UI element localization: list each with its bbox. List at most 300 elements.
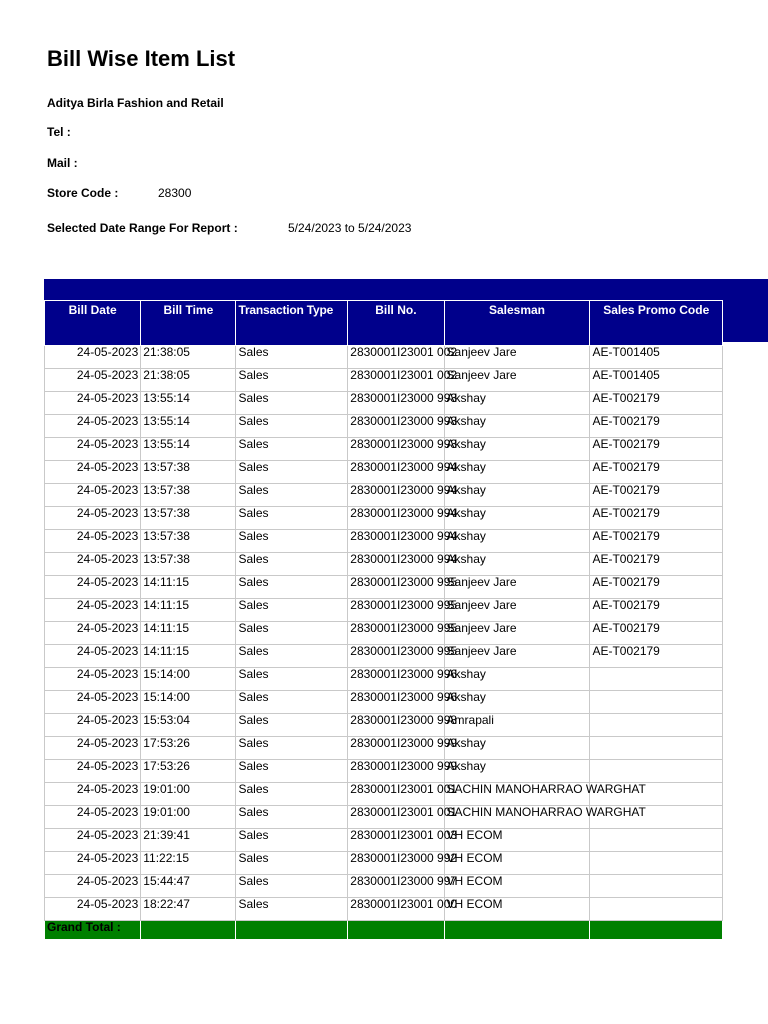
transaction-type-cell bbox=[236, 645, 348, 668]
sales-promo-code-cell bbox=[590, 461, 723, 484]
bill-date-cell bbox=[45, 507, 141, 530]
bill-date-cell bbox=[45, 392, 141, 415]
bill-no-cell-text: 2830001I23000 995 bbox=[350, 644, 458, 658]
sales-promo-code-cell bbox=[590, 852, 723, 875]
sales-promo-code-cell bbox=[590, 898, 723, 921]
bill-no-cell-text: 2830001I23000 995 bbox=[350, 598, 458, 612]
bill-time-cell-text: 13:57:38 bbox=[143, 552, 190, 566]
bill-no-cell bbox=[348, 621, 458, 645]
bill-no-cell-text: 2830001I23001 000 bbox=[350, 897, 458, 911]
salesman-cell-text: Akshay bbox=[446, 690, 486, 704]
bill-no-cell bbox=[348, 575, 458, 599]
table-row bbox=[45, 783, 723, 806]
col-header-salesman: Salesman bbox=[444, 301, 590, 346]
bill-no-cell-text: 2830001I23000 994 bbox=[350, 529, 458, 543]
table-row bbox=[45, 415, 723, 438]
bill-no-cell-text: 2830001I23000 994 bbox=[350, 552, 458, 566]
sales-promo-code-cell-text: AE-T001405 bbox=[592, 345, 660, 359]
salesman-cell-text: SACHIN MANOHARRAO WARGHAT bbox=[446, 782, 646, 796]
salesman-cell bbox=[444, 507, 590, 530]
store-code-value: 28300 bbox=[158, 186, 192, 200]
table-row bbox=[45, 875, 723, 898]
bill-date-cell bbox=[45, 737, 141, 760]
bill-date-cell-text: 24-05-2023 bbox=[76, 805, 139, 819]
bill-no-cell bbox=[348, 828, 458, 852]
salesman-cell-text: Akshay bbox=[446, 437, 486, 451]
sales-promo-code-cell bbox=[590, 484, 723, 507]
bill-time-cell bbox=[141, 714, 236, 737]
salesman-cell-text: Akshay bbox=[446, 529, 486, 543]
transaction-type-cell-text: Sales bbox=[238, 736, 269, 750]
bill-no-cell-text: 2830001I23000 994 bbox=[350, 460, 458, 474]
bill-time-cell-text: 15:53:04 bbox=[143, 713, 190, 727]
transaction-type-cell-text: Sales bbox=[238, 552, 269, 566]
salesman-cell bbox=[444, 622, 590, 645]
transaction-type-cell bbox=[236, 576, 348, 599]
bill-date-cell-text: 24-05-2023 bbox=[76, 667, 139, 681]
bill-time-cell bbox=[141, 760, 236, 783]
salesman-cell bbox=[444, 852, 590, 875]
salesman-cell-text: Akshay bbox=[446, 552, 486, 566]
sales-promo-code-cell-text: AE-T002179 bbox=[592, 529, 660, 543]
bill-date-cell bbox=[45, 576, 141, 599]
bill-date-cell-text: 24-05-2023 bbox=[76, 713, 139, 727]
bill-no-cell-text: 2830001I23001 001 bbox=[350, 782, 458, 796]
table-row bbox=[45, 668, 723, 691]
salesman-cell-text: Akshay bbox=[446, 460, 486, 474]
bill-time-cell bbox=[141, 346, 236, 369]
salesman-cell bbox=[444, 782, 646, 806]
table-row bbox=[45, 576, 723, 599]
transaction-type-cell-text: Sales bbox=[238, 621, 269, 635]
salesman-cell-text: SACHIN MANOHARRAO WARGHAT bbox=[446, 805, 646, 819]
bill-date-cell-text: 24-05-2023 bbox=[76, 897, 139, 911]
bill-time-cell-text: 19:01:00 bbox=[143, 782, 190, 796]
transaction-type-cell-text: Sales bbox=[238, 782, 269, 796]
bill-date-cell bbox=[45, 875, 141, 898]
sales-promo-code-cell-text: AE-T002179 bbox=[592, 575, 660, 589]
bill-time-cell-text: 15:44:47 bbox=[143, 874, 190, 888]
bill-time-cell-text: 18:22:47 bbox=[143, 897, 190, 911]
bill-date-cell bbox=[45, 553, 141, 576]
bill-time-cell bbox=[141, 783, 236, 806]
store-code-label: Store Code : bbox=[47, 186, 119, 200]
transaction-type-cell-text: Sales bbox=[238, 437, 269, 451]
table-row bbox=[45, 691, 723, 714]
bill-date-cell-text: 24-05-2023 bbox=[76, 552, 139, 566]
bill-date-cell bbox=[45, 530, 141, 553]
bill-no-cell bbox=[348, 713, 458, 737]
bill-date-cell-text: 24-05-2023 bbox=[76, 874, 139, 888]
bill-no-cell bbox=[348, 437, 458, 461]
sales-promo-code-cell bbox=[590, 553, 723, 576]
bill-date-cell bbox=[45, 484, 141, 507]
bill-date-cell-text: 24-05-2023 bbox=[76, 391, 139, 405]
bill-date-cell bbox=[45, 668, 141, 691]
sales-promo-code-cell-text bbox=[592, 829, 720, 850]
sales-promo-code-cell bbox=[590, 369, 723, 392]
transaction-type-cell bbox=[236, 530, 348, 553]
transaction-type-cell-text: Sales bbox=[238, 690, 269, 704]
col-header-transaction-type: Transaction Type bbox=[236, 301, 348, 346]
bill-no-cell bbox=[348, 805, 458, 829]
table-row bbox=[45, 806, 723, 829]
bill-time-cell bbox=[141, 737, 236, 760]
transaction-type-cell bbox=[236, 783, 348, 806]
bill-date-cell-text: 24-05-2023 bbox=[76, 759, 139, 773]
salesman-cell-text: Amrapali bbox=[446, 713, 494, 727]
salesman-cell bbox=[444, 691, 590, 714]
transaction-type-cell bbox=[236, 599, 348, 622]
transaction-type-cell bbox=[236, 898, 348, 921]
bill-time-cell-text: 15:14:00 bbox=[143, 667, 190, 681]
sales-promo-code-cell-text: AE-T002179 bbox=[592, 552, 660, 566]
sales-promo-code-cell-text bbox=[592, 898, 720, 919]
sales-promo-code-cell-text bbox=[592, 760, 720, 781]
salesman-cell-text: Akshay bbox=[446, 667, 486, 681]
sales-promo-code-cell bbox=[590, 875, 723, 898]
bill-time-cell-text: 13:55:14 bbox=[143, 391, 190, 405]
grand-total-cell bbox=[141, 921, 236, 940]
bill-no-cell bbox=[348, 874, 458, 898]
grand-total-label: Grand Total : bbox=[45, 921, 141, 940]
salesman-cell-text: VH ECOM bbox=[446, 874, 503, 888]
bill-time-cell-text: 21:38:05 bbox=[143, 345, 190, 359]
bill-time-cell bbox=[141, 806, 236, 829]
table-row bbox=[45, 852, 723, 875]
bill-time-cell bbox=[141, 576, 236, 599]
salesman-cell bbox=[444, 668, 590, 691]
bill-no-cell-text: 2830001I23000 996 bbox=[350, 690, 458, 704]
bill-date-cell bbox=[45, 438, 141, 461]
salesman-cell-text: Sanjeev Jare bbox=[446, 368, 517, 382]
salesman-cell bbox=[444, 346, 590, 369]
grand-total-cell bbox=[590, 921, 723, 940]
grand-total-cell bbox=[236, 921, 348, 940]
bill-time-cell-text: 13:55:14 bbox=[143, 437, 190, 451]
transaction-type-cell-text: Sales bbox=[238, 575, 269, 589]
salesman-cell-text: VH ECOM bbox=[446, 897, 503, 911]
bill-date-cell-text: 24-05-2023 bbox=[76, 529, 139, 543]
table-header-band bbox=[44, 279, 768, 300]
bill-date-cell-text: 24-05-2023 bbox=[76, 782, 139, 796]
bill-no-cell bbox=[348, 736, 458, 760]
bill-time-cell bbox=[141, 415, 236, 438]
table-row bbox=[45, 760, 723, 783]
date-range-value: 5/24/2023 to 5/24/2023 bbox=[288, 221, 412, 235]
bill-no-cell bbox=[348, 851, 458, 875]
salesman-cell bbox=[444, 898, 590, 921]
bill-time-cell-text: 14:11:15 bbox=[143, 644, 190, 658]
transaction-type-cell-text: Sales bbox=[238, 483, 269, 497]
transaction-type-cell bbox=[236, 392, 348, 415]
transaction-type-cell bbox=[236, 691, 348, 714]
bill-no-cell-text: 2830001I23001 002 bbox=[350, 368, 458, 382]
bill-date-cell-text: 24-05-2023 bbox=[76, 345, 139, 359]
table-row bbox=[45, 829, 723, 852]
bill-no-cell-text: 2830001I23000 993 bbox=[350, 391, 458, 405]
bill-date-cell bbox=[45, 783, 141, 806]
bill-no-cell-text: 2830001I23000 995 bbox=[350, 575, 458, 589]
bill-time-cell-text: 15:14:00 bbox=[143, 690, 190, 704]
bill-time-cell bbox=[141, 875, 236, 898]
sales-promo-code-cell bbox=[590, 668, 723, 691]
date-range-label: Selected Date Range For Report : bbox=[47, 221, 238, 235]
bill-no-cell-text: 2830001I23001 003 bbox=[350, 828, 458, 842]
sales-promo-code-cell bbox=[590, 576, 723, 599]
salesman-cell-text: Akshay bbox=[446, 414, 486, 428]
transaction-type-cell bbox=[236, 553, 348, 576]
sales-promo-code-cell bbox=[590, 737, 723, 760]
table-row bbox=[45, 461, 723, 484]
col-header-bill-date: Bill Date bbox=[45, 301, 141, 346]
bill-time-cell bbox=[141, 507, 236, 530]
bill-date-cell-text: 24-05-2023 bbox=[76, 598, 139, 612]
bill-date-cell-text: 24-05-2023 bbox=[76, 575, 139, 589]
bill-time-cell-text: 17:53:26 bbox=[143, 736, 190, 750]
salesman-cell bbox=[444, 576, 590, 599]
bill-date-cell-text: 24-05-2023 bbox=[76, 828, 139, 842]
bill-date-cell-text: 24-05-2023 bbox=[76, 368, 139, 382]
table-row bbox=[45, 737, 723, 760]
bill-time-cell bbox=[141, 438, 236, 461]
bill-no-cell-text: 2830001I23000 999 bbox=[350, 736, 458, 750]
sales-promo-code-cell bbox=[590, 714, 723, 737]
transaction-type-cell bbox=[236, 461, 348, 484]
sales-promo-code-cell bbox=[590, 346, 723, 369]
company-name: Aditya Birla Fashion and Retail bbox=[47, 96, 224, 110]
grand-total-cell bbox=[444, 921, 590, 940]
salesman-cell bbox=[444, 461, 590, 484]
table-row bbox=[45, 369, 723, 392]
bill-date-cell bbox=[45, 461, 141, 484]
salesman-cell bbox=[444, 438, 590, 461]
bill-time-cell-text: 13:57:38 bbox=[143, 460, 190, 474]
salesman-cell bbox=[444, 553, 590, 576]
salesman-cell bbox=[444, 645, 590, 668]
bill-no-cell bbox=[348, 345, 458, 369]
salesman-cell-text: Sanjeev Jare bbox=[446, 345, 517, 359]
col-header-bill-time: Bill Time bbox=[141, 301, 236, 346]
transaction-type-cell-text: Sales bbox=[238, 874, 269, 888]
bill-date-cell-text: 24-05-2023 bbox=[76, 851, 139, 865]
salesman-cell bbox=[444, 484, 590, 507]
bill-time-cell-text: 14:11:15 bbox=[143, 621, 190, 635]
salesman-cell bbox=[444, 805, 646, 829]
bill-no-cell-text: 2830001I23000 994 bbox=[350, 483, 458, 497]
sales-promo-code-cell bbox=[590, 599, 723, 622]
salesman-cell-text: Sanjeev Jare bbox=[446, 575, 517, 589]
bill-no-cell bbox=[348, 483, 458, 507]
transaction-type-cell-text: Sales bbox=[238, 414, 269, 428]
table-row bbox=[45, 484, 723, 507]
bill-date-cell-text: 24-05-2023 bbox=[76, 414, 139, 428]
bill-time-cell-text: 19:01:00 bbox=[143, 805, 190, 819]
bill-no-cell bbox=[348, 552, 458, 576]
transaction-type-cell bbox=[236, 438, 348, 461]
bill-table bbox=[44, 300, 723, 940]
bill-no-cell bbox=[348, 598, 458, 622]
table-row bbox=[45, 622, 723, 645]
transaction-type-cell bbox=[236, 346, 348, 369]
bill-date-cell bbox=[45, 346, 141, 369]
table-row bbox=[45, 530, 723, 553]
bill-date-cell bbox=[45, 691, 141, 714]
salesman-cell-text: Akshay bbox=[446, 483, 486, 497]
bill-no-cell-text: 2830001I23001 002 bbox=[350, 345, 458, 359]
salesman-cell bbox=[444, 760, 590, 783]
sales-promo-code-cell bbox=[590, 415, 723, 438]
transaction-type-cell bbox=[236, 806, 348, 829]
transaction-type-cell-text: Sales bbox=[238, 460, 269, 474]
bill-no-cell bbox=[348, 690, 458, 714]
bill-date-cell bbox=[45, 806, 141, 829]
bill-time-cell-text: 13:57:38 bbox=[143, 529, 190, 543]
bill-time-cell-text: 21:38:05 bbox=[143, 368, 190, 382]
bill-no-cell-text: 2830001I23000 995 bbox=[350, 621, 458, 635]
transaction-type-cell-text: Sales bbox=[238, 713, 269, 727]
transaction-type-cell bbox=[236, 852, 348, 875]
bill-no-cell bbox=[348, 897, 458, 921]
bill-no-cell-text: 2830001I23000 999 bbox=[350, 759, 458, 773]
grand-total-cell bbox=[348, 921, 444, 940]
bill-time-cell bbox=[141, 484, 236, 507]
sales-promo-code-cell-text bbox=[592, 714, 720, 735]
transaction-type-cell-text: Sales bbox=[238, 598, 269, 612]
bill-no-cell bbox=[348, 759, 458, 783]
salesman-cell bbox=[444, 829, 590, 852]
bill-no-cell bbox=[348, 391, 458, 415]
bill-no-cell bbox=[348, 460, 458, 484]
sales-promo-code-cell-text: AE-T002179 bbox=[592, 644, 660, 658]
bill-date-cell-text: 24-05-2023 bbox=[76, 736, 139, 750]
transaction-type-cell-text: Sales bbox=[238, 644, 269, 658]
bill-no-cell bbox=[348, 529, 458, 553]
bill-no-cell-text: 2830001I23001 001 bbox=[350, 805, 458, 819]
salesman-cell-text: Akshay bbox=[446, 506, 486, 520]
sales-promo-code-cell bbox=[590, 691, 723, 714]
sales-promo-code-cell-text: AE-T002179 bbox=[592, 414, 660, 428]
col-header-bill-no: Bill No. bbox=[348, 301, 444, 346]
sales-promo-code-cell bbox=[590, 760, 723, 783]
col-header-sales-promo-code: Sales Promo Code bbox=[590, 301, 723, 346]
salesman-cell-text: VH ECOM bbox=[446, 851, 503, 865]
bill-date-cell-text: 24-05-2023 bbox=[76, 437, 139, 451]
table-row bbox=[45, 898, 723, 921]
bill-date-cell-text: 24-05-2023 bbox=[76, 506, 139, 520]
salesman-cell bbox=[444, 599, 590, 622]
bill-date-cell-text: 24-05-2023 bbox=[76, 460, 139, 474]
bill-date-cell bbox=[45, 645, 141, 668]
transaction-type-cell bbox=[236, 507, 348, 530]
salesman-cell bbox=[444, 415, 590, 438]
transaction-type-cell-text: Sales bbox=[238, 828, 269, 842]
transaction-type-cell bbox=[236, 369, 348, 392]
bill-no-cell bbox=[348, 368, 458, 392]
sales-promo-code-cell-text bbox=[592, 668, 720, 689]
transaction-type-cell bbox=[236, 875, 348, 898]
transaction-type-cell bbox=[236, 737, 348, 760]
salesman-cell bbox=[444, 392, 590, 415]
sales-promo-code-cell-text bbox=[592, 875, 720, 896]
sales-promo-code-cell-text: AE-T002179 bbox=[592, 506, 660, 520]
bill-time-cell bbox=[141, 530, 236, 553]
bill-date-cell bbox=[45, 369, 141, 392]
transaction-type-cell-text: Sales bbox=[238, 759, 269, 773]
transaction-type-cell bbox=[236, 668, 348, 691]
bill-time-cell-text: 13:55:14 bbox=[143, 414, 190, 428]
bill-time-cell bbox=[141, 852, 236, 875]
table-row bbox=[45, 346, 723, 369]
bill-time-cell bbox=[141, 668, 236, 691]
sales-promo-code-cell-text bbox=[592, 737, 720, 758]
sales-promo-code-cell-text: AE-T001405 bbox=[592, 368, 660, 382]
bill-date-cell bbox=[45, 714, 141, 737]
bill-time-cell-text: 21:39:41 bbox=[143, 828, 190, 842]
bill-time-cell bbox=[141, 622, 236, 645]
bill-date-cell bbox=[45, 760, 141, 783]
bill-time-cell bbox=[141, 829, 236, 852]
sales-promo-code-cell bbox=[590, 829, 723, 852]
salesman-cell-text: VH ECOM bbox=[446, 828, 503, 842]
bill-date-cell bbox=[45, 829, 141, 852]
bill-time-cell-text: 17:53:26 bbox=[143, 759, 190, 773]
salesman-cell bbox=[444, 737, 590, 760]
sales-promo-code-cell bbox=[590, 438, 723, 461]
bill-no-cell-text: 2830001I23000 998 bbox=[350, 713, 458, 727]
table-row bbox=[45, 645, 723, 668]
bill-no-cell-text: 2830001I23000 993 bbox=[350, 414, 458, 428]
salesman-cell-text: Sanjeev Jare bbox=[446, 621, 517, 635]
mail-label: Mail : bbox=[47, 156, 78, 170]
bill-no-cell-text: 2830001I23000 997 bbox=[350, 874, 458, 888]
transaction-type-cell-text: Sales bbox=[238, 368, 269, 382]
salesman-cell-text: Akshay bbox=[446, 391, 486, 405]
bill-date-cell bbox=[45, 622, 141, 645]
bill-no-cell-text: 2830001I23000 996 bbox=[350, 667, 458, 681]
salesman-cell bbox=[444, 530, 590, 553]
bill-date-cell bbox=[45, 415, 141, 438]
bill-time-cell bbox=[141, 461, 236, 484]
grand-total-row bbox=[45, 921, 723, 940]
bill-no-cell-text: 2830001I23000 994 bbox=[350, 506, 458, 520]
bill-time-cell bbox=[141, 898, 236, 921]
bill-no-cell-text: 2830001I23000 993 bbox=[350, 437, 458, 451]
salesman-cell bbox=[444, 714, 590, 737]
bill-date-cell bbox=[45, 599, 141, 622]
bill-time-cell-text: 11:22:15 bbox=[143, 851, 190, 865]
transaction-type-cell-text: Sales bbox=[238, 805, 269, 819]
transaction-type-cell-text: Sales bbox=[238, 897, 269, 911]
transaction-type-cell bbox=[236, 484, 348, 507]
bill-time-cell bbox=[141, 392, 236, 415]
sales-promo-code-cell bbox=[590, 530, 723, 553]
bill-time-cell-text: 13:57:38 bbox=[143, 483, 190, 497]
salesman-cell bbox=[444, 875, 590, 898]
transaction-type-cell-text: Sales bbox=[238, 345, 269, 359]
transaction-type-cell-text: Sales bbox=[238, 851, 269, 865]
salesman-cell bbox=[444, 369, 590, 392]
bill-no-cell-text: 2830001I23000 992 bbox=[350, 851, 458, 865]
bill-time-cell bbox=[141, 645, 236, 668]
table-row bbox=[45, 438, 723, 461]
table-row bbox=[45, 714, 723, 737]
sales-promo-code-cell-text: AE-T002179 bbox=[592, 391, 660, 405]
bill-time-cell-text: 14:11:15 bbox=[143, 598, 190, 612]
bill-no-cell bbox=[348, 782, 458, 806]
transaction-type-cell bbox=[236, 760, 348, 783]
report-title: Bill Wise Item List bbox=[47, 46, 236, 71]
